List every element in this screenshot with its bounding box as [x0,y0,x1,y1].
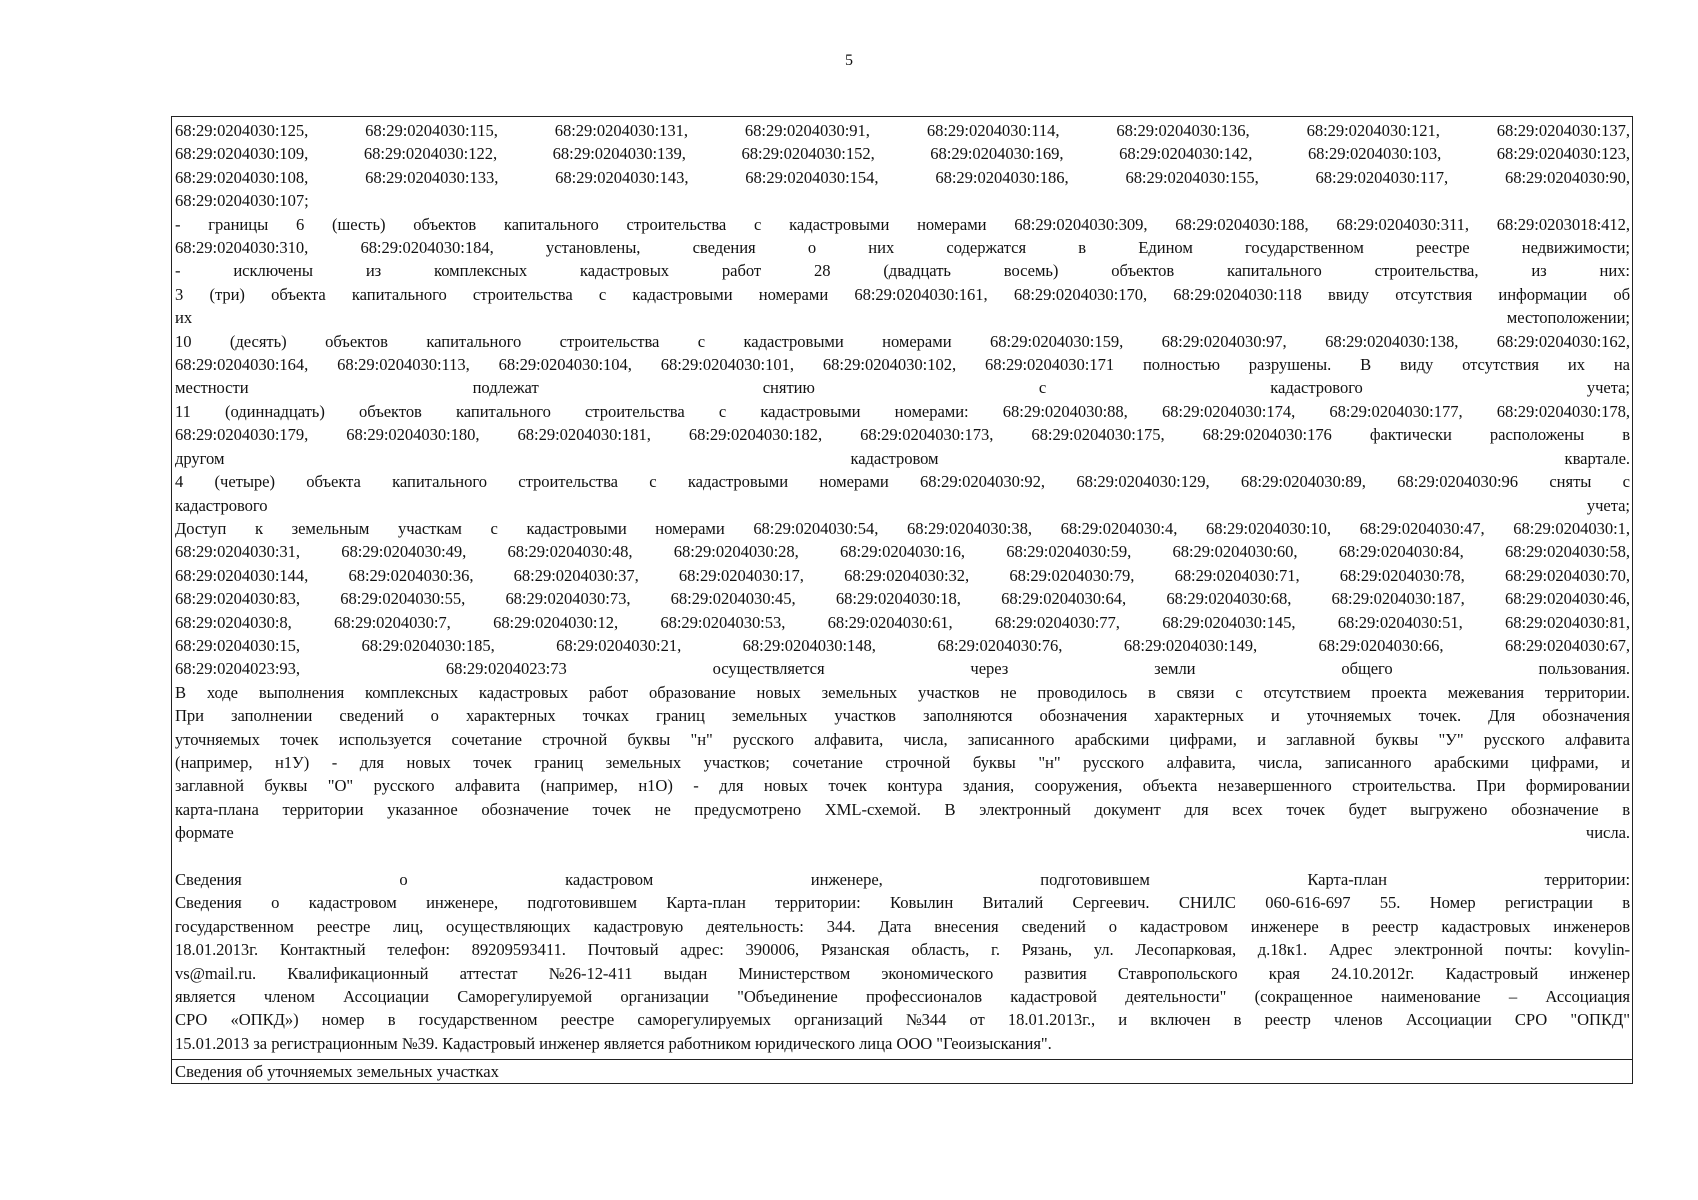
text-line: 68:29:0204030:31, 68:29:0204030:49, 68:29:0204030:48, 68:29:0204030:28, 68:29:0204030:16, 68:29:0204030:59, 68:29:0204030:60, 68:29:0204030:84, 68:29:0204030:58, [175,542,1630,562]
text-line: 68:29:0204030:109, 68:29:0204030:122, 68:29:0204030:139, 68:29:0204030:152, 68:29:0204030:169, 68:29:0204030:142, 68:29:0204030:103, 68:29:0204030:123, [175,144,1630,164]
text-line: 4 (четыре) объекта капитального строительства с кадастровыми номерами 68:29:0204030:92, 68:29:0204030:129, 68:29:0204030:89, 68:29:0204030:96 сняты с [175,472,1630,492]
text-line: 68:29:0204030:125, 68:29:0204030:115, 68:29:0204030:131, 68:29:0204030:91, 68:29:0204030:114, 68:29:0204030:136, 68:29:0204030:121, 68:29:0204030:137, [175,121,1630,140]
text-line: 68:29:0204030:8, 68:29:0204030:7, 68:29:0204030:12, 68:29:0204030:53, 68:29:0204030:61, 68:29:0204030:77, 68:29:0204030:145, 68:29:0204030:51, 68:29:0204030:81, [175,612,1630,632]
text-line: Доступ к земельным участкам с кадастровыми номерами 68:29:0204030:54, 68:29:0204030:38, 68:29:0204030:4, 68:29:0204030:10, 68:29:0204030:47, 68:29:0204030:1, [175,518,1630,538]
text-line: 68:29:0204030:164, 68:29:0204030:113, 68:29:0204030:104, 68:29:0204030:101, 68:29:0204030:102, 68:29:0204030:171 полностью разрушены. В виду отсутствия их на [175,355,1630,375]
text-line: СРО «ОПКД») номер в государственном реестре саморегулируемых организаций №344 от 18.01.2013г., и включен в реестр членов Ассоциации СРО "ОПКД" [175,1010,1630,1030]
text-line: - исключены из комплексных кадастровых работ 28 (двадцать восемь) объектов капитального строительства, из них: [175,261,1630,281]
text-line: 68:29:0204030:108, 68:29:0204030:133, 68:29:0204030:143, 68:29:0204030:154, 68:29:0204030:186, 68:29:0204030:155, 68:29:0204030:117, 68:29:0204030:90, [175,167,1630,187]
text-line: vs@mail.ru. Квалификационный аттестат №26-12-411 выдан Министерством экономического развития Ставропольского края 24.10.2012г. Кадастровый инженер [175,963,1630,983]
text-line: 3 (три) объекта капитального строительства с кадастровыми номерами 68:29:0204030:161, 68:29:0204030:170, 68:29:0204030:118 ввиду отсутствия информации об [175,284,1630,304]
text-line: 68:29:0204030:15, 68:29:0204030:185, 68:29:0204030:21, 68:29:0204030:148, 68:29:0204030:76, 68:29:0204030:149, 68:29:0204030:66, 68:29:0204030:67, [175,635,1630,655]
page-number: 5 [845,52,853,69]
text-line: Сведения о кадастровом инженере, подготовившем Карта-план территории: Ковылин Виталий Сергеевич. СНИЛС 060-616-697 55. Номер регистрации в [175,893,1630,913]
text-line: 10 (десять) объектов капитального строительства с кадастровыми номерами 68:29:0204030:159, 68:29:0204030:97, 68:29:0204030:138, 68:29:0204030:162, [175,331,1630,351]
text-line: карта-плана территории указанное обозначение точек не предусмотрено XML-схемой. В электронный документ для всех точек будет выгружено обозначение в [175,799,1630,819]
text-line: 68:29:0204030:83, 68:29:0204030:55, 68:29:0204030:73, 68:29:0204030:45, 68:29:0204030:18, 68:29:0204030:64, 68:29:0204030:68, 68:29:0204030:187, 68:29:0204030:46, [175,589,1630,609]
text-line: 68:29:0204030:107; [175,191,309,211]
text-line: государственном реестре лиц, осуществляющих кадастровую деятельность: 344. Дата внесения сведений о кадастровом инженере в реестр кадастровых инженеров [175,916,1630,936]
text-line: - границы 6 (шесть) объектов капитального строительства с кадастровыми номерами 68:29:0204030:309, 68:29:0204030:188, 68:29:0204030:311, 68:29:0203018:412, [175,214,1630,234]
text-line: 68:29:0204030:144, 68:29:0204030:36, 68:29:0204030:37, 68:29:0204030:17, 68:29:0204030:32, 68:29:0204030:79, 68:29:0204030:71, 68:29:0204030:78, 68:29:0204030:70, [175,565,1630,585]
text-line: При заполнении сведений о характерных точках границ земельных участков заполняются обозначения характерных и уточняемых точек. Для обозначения [175,706,1630,726]
document-table [171,116,1633,1084]
text-line: кадастрового учета; [175,495,1630,515]
text-line: Сведения о кадастровом инженере, подготовившем Карта-план территории: [175,869,1630,889]
text-line: заглавной буквы "О" русского алфавита (например, н1О) - для новых точек контура здания, сооружения, объекта незавершенного строительства. При формировании [175,776,1630,796]
text-line: 18.01.2013г. Контактный телефон: 89209593411. Почтовый адрес: 390006, Рязанская область, г. Рязань, ул. Лесопарковая, д.18к1. Адрес электронной почты: kovylin- [175,940,1630,960]
text-line: 68:29:0204030:310, 68:29:0204030:184, установлены, сведения о них содержатся в Едином государственном реестре недвижимости; [175,238,1630,258]
paragraph-gap [175,845,1630,868]
clarified-parcels-heading: Сведения об уточняемых земельных участках [172,1059,1632,1083]
text-line: 15.01.2013 за регистрационным №39. Кадастровый инженер является работником юридического лица ООО "Геоизыскания". [175,1033,1052,1053]
text-line: (например, н1У) - для новых точек границ земельных участков; сочетание строчной буквы "н" русского алфавита, числа, записанного арабскими цифрами, и [175,752,1630,772]
text-line: 68:29:0204023:93, 68:29:0204023:73 осуществляется через земли общего пользования. [175,659,1630,679]
text-line: 68:29:0204030:179, 68:29:0204030:180, 68:29:0204030:181, 68:29:0204030:182, 68:29:0204030:173, 68:29:0204030:175, 68:29:0204030:176 фактически расположены в [175,425,1630,445]
text-line: 11 (одиннадцать) объектов капитального строительства с кадастровыми номерами: 68:29:0204030:88, 68:29:0204030:174, 68:29:0204030:177, 68:29:0204030:178, [175,401,1630,421]
text-line: другом кадастровом квартале. [175,448,1630,468]
text-line: является членом Ассоциации Саморегулируемой организации "Объединение профессионалов кадастровой деятельности" (сокращенное наименование – Ассоциация [175,987,1630,1007]
text-line: местности подлежат снятию с кадастрового учета; [175,378,1630,398]
main-text-cell [172,117,1632,1059]
text-line: В ходе выполнения комплексных кадастровых работ образование новых земельных участков не проводилось в связи с отсутствием проекта межевания территории. [175,682,1630,702]
text-line: их местоположении; [175,308,1630,328]
text-line: формате числа. [175,823,1630,843]
text-line: уточняемых точек используется сочетание строчной буквы "н" русского алфавита, числа, записанного арабскими цифрами, и заглавной буквы "У" русского алфавита [175,729,1630,749]
